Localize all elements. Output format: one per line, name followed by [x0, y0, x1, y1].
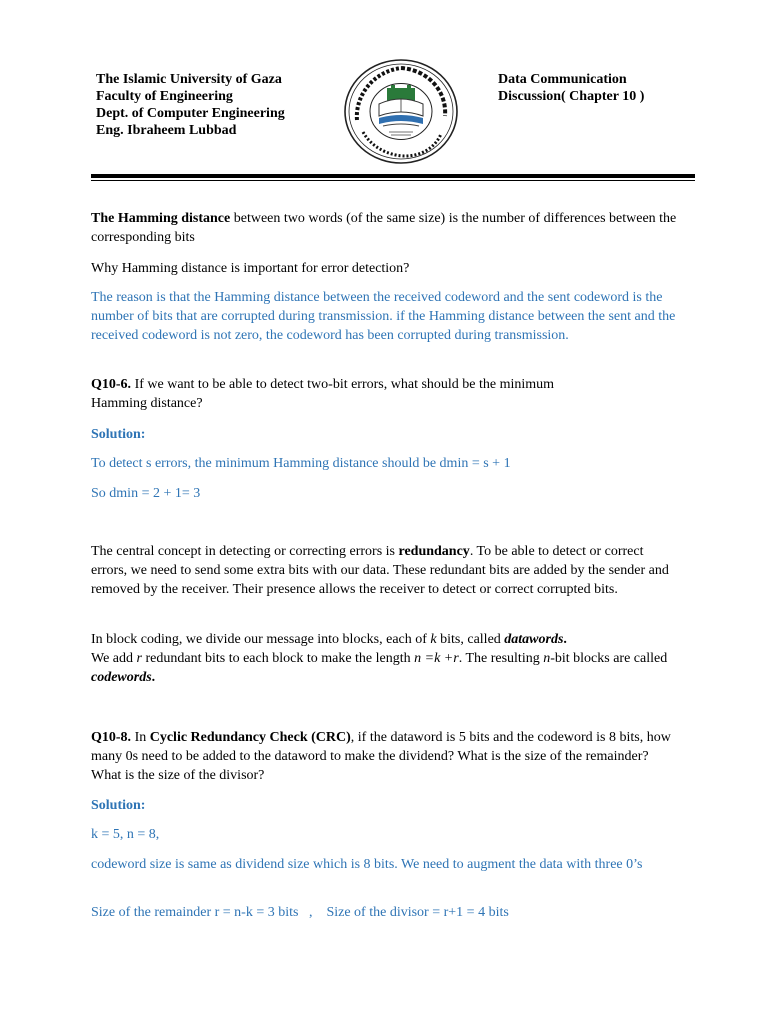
block-text-2: bits, called — [436, 632, 505, 647]
block-text-1: In block coding, we divide our message into blocks, each of — [91, 632, 431, 647]
q10-6-text: If we want to be able to detect two-bit errors, what should be the minimum Hamming distance? — [91, 377, 555, 411]
course-name: Data Communication — [498, 72, 627, 87]
q10-8-label: Q10-8. — [91, 730, 132, 745]
datawords-term: datawords — [504, 632, 564, 647]
codewords-term: codewords — [91, 670, 152, 685]
block-r: r — [136, 651, 142, 666]
q10-8-text-2: , if the dataword is 5 bits and the codeword is 8 bits, how many 0s need to be added to the dataword to make the dividend? What is the size of the remainder? What is the size of the divisor? — [91, 730, 671, 783]
q10-8-solution-line-3: Size of the remainder r = n-k = 3 bits , Size of the divisor = r+1 = 4 bits — [91, 905, 509, 920]
university-name: The Islamic University of Gaza — [96, 72, 282, 87]
header-right — [498, 71, 644, 105]
header-divider-thick — [91, 174, 695, 178]
block-coding-line-2 — [91, 649, 681, 687]
hamming-answer: The reason is that the Hamming distance between the received codeword and the sent codeword is the number of bits that are corrupted during transmission. if the Hamming distance between the sent and the received codeword is not zero, the codeword has been corrupted during transmission. — [91, 290, 676, 343]
block-coding-paragraph — [91, 630, 681, 687]
redundancy-paragraph — [91, 542, 671, 599]
department-name: Dept. of Computer Engineering — [96, 106, 285, 121]
q10-6-solution-line-1: To detect s errors, the minimum Hamming distance should be dmin = s + 1 — [91, 456, 511, 471]
redundancy-text-before: The central concept in detecting or correcting errors is — [91, 544, 399, 559]
block-text-7: -bit blocks are called — [550, 651, 668, 666]
block-text-4: We add — [91, 651, 137, 666]
block-n: n — [543, 651, 551, 666]
hamming-question: Why Hamming distance is important for error detection? — [91, 261, 410, 276]
block-coding-line-1 — [91, 630, 681, 649]
redundancy-keyword: redundancy — [398, 544, 470, 559]
hamming-definition-text: between two words (of the same size) is the number of differences between the corresponding bits — [91, 211, 677, 245]
faculty-name: Faculty of Engineering — [96, 89, 233, 104]
q10-6-label: Q10-6. — [91, 377, 132, 392]
hamming-definition — [91, 209, 691, 247]
block-text-6: . The resulting — [458, 651, 544, 666]
header-divider-thin — [91, 180, 695, 181]
instructor-name: Eng. Ibraheem Lubbad — [96, 123, 237, 138]
block-k: k — [430, 632, 437, 647]
q10-8-solution-line-1: k = 5, n = 8, — [91, 827, 160, 842]
block-text-8: . — [151, 670, 156, 685]
q10-6-question — [91, 375, 606, 413]
q10-6-solution-label: Solution: — [91, 427, 146, 442]
block-text-3: . — [563, 632, 567, 647]
crc-term: Cyclic Redundancy Check (CRC) — [149, 730, 351, 745]
q10-6-solution-line-2: So dmin = 2 + 1= 3 — [91, 486, 201, 501]
q10-8-text-1: In — [131, 730, 150, 745]
university-seal-logo — [343, 58, 459, 165]
hamming-term: The Hamming distance — [91, 211, 231, 226]
q10-8-solution-line-2: codeword size is same as dividend size which is 8 bits. We need to augment the data with three 0’s — [91, 857, 643, 872]
q10-8-question — [91, 728, 673, 785]
header-left — [96, 71, 285, 139]
redundancy-text-after: . To be able to detect or correct errors, we need to send some extra bits with our data. These redundant bits are added by the sender and removed by the receiver. Their presence allows the receiver to detect or correct corrupted bits. — [91, 544, 669, 597]
block-length-formula: n =k +r — [414, 651, 459, 666]
discussion-title: Discussion( Chapter 10 ) — [498, 89, 645, 104]
block-text-5: redundant bits to each block to make the length — [141, 651, 415, 666]
q10-8-solution-label: Solution: — [91, 798, 146, 813]
